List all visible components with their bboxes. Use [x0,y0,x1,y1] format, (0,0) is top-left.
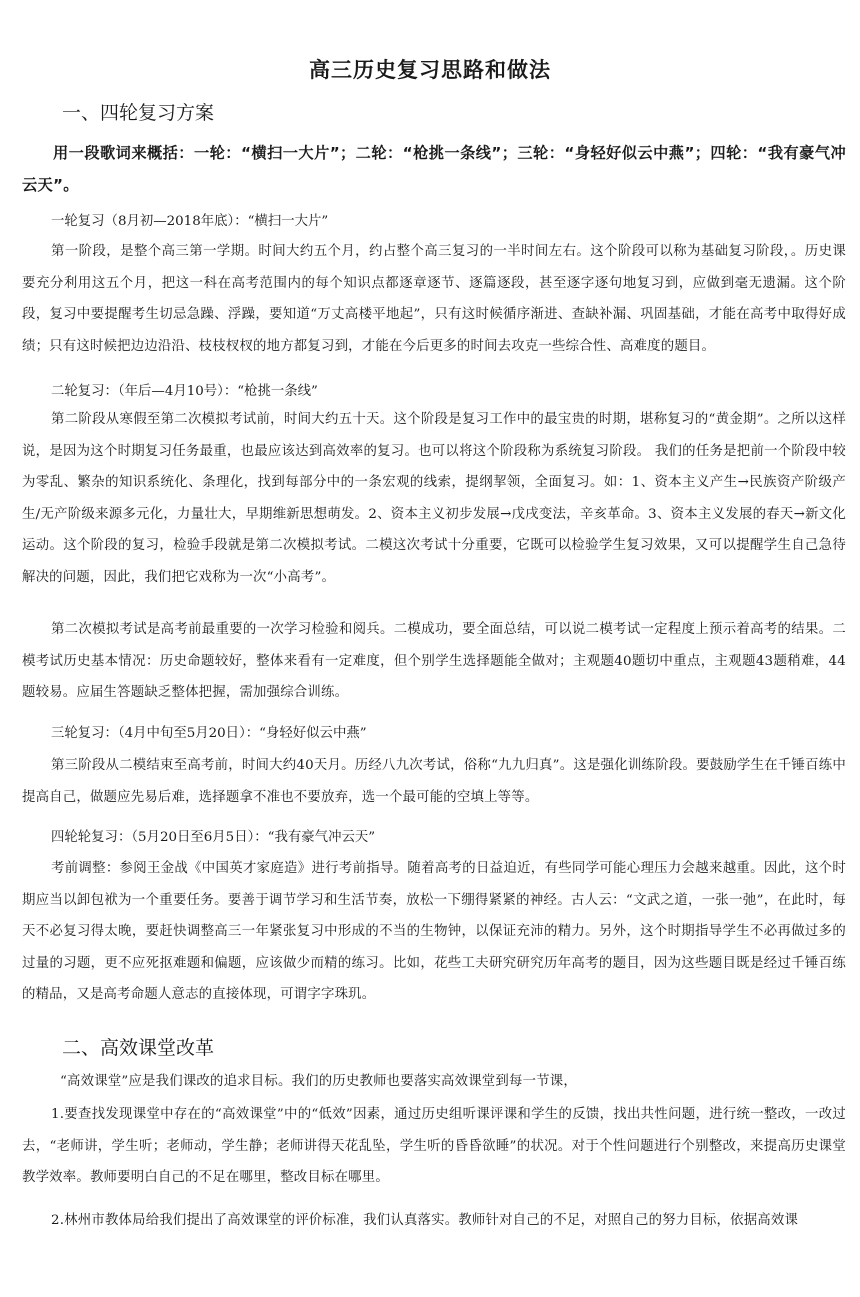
section2-item-2: 2.林州市教体局给我们提出了高效课堂的评价标准，我们认真落实。教师针对自己的不足，对照自己的努力目标，依据高效课 [51,1213,799,1228]
round4-heading: 四轮轮复习：（5月20日至6月5日）：“我有豪气冲云天” [51,830,376,845]
round2-heading: 二轮复习：（年后—4月10号）：“枪挑一条线” [51,384,318,399]
round1-paragraph: 第一阶段，是整个高三第一学期。时间大约五个月，约占整个高三复习的一半时间左右。这个阶段可以称为基础复习阶段，。历史课要充分利用这五个月，把这一科在高考范围内的每个知识点都逐章逐节、逐篇逐段，甚至逐字逐句地复习到，应做到毫无遗漏。这个阶段，复习中要提醒考生切忌急躁、浮躁，要知道“万丈高楼平地起”，只有这时候循序渐进、查缺补漏、巩固基础，才能在高考中取得好成绩；只有这时候把边边沿沿、枝枝杈杈的地方都复习到，才能在今后更多的时间去攻克一些综合性、高难度的题目。 [22,244,846,354]
section-heading-1: 一、四轮复习方案 [62,102,215,124]
section-heading-2: 二、高效课堂改革 [62,1037,215,1059]
round3-heading: 三轮复习：（4月中旬至5月20日）：“身轻好似云中燕” [51,726,367,741]
round2-paragraph-2: 第二次模拟考试是高考前最重要的一次学习检验和阅兵。二模成功，要全面总结，可以说二模考试一定程度上预示着高考的结果。二模考试历史基本情况：历史命题较好，整体来看有一定难度，但个别学生选择题能全做对；主观题40题切中重点，主观题43题稍难，44题较易。应届生答题缺乏整体把握，需加强综合训练。 [22,622,846,701]
round3-paragraph: 第三阶段从二模结束至高考前，时间大约40天月。历经八九次考试，俗称“九九归真”。这是强化训练阶段。要鼓励学生在千锤百练中提高自己，做题应先易后难，选择题拿不准也不要放弃，选一个最可能的空填上等等。 [22,758,846,805]
document-title: 高三历史复习思路和做法 [309,58,551,82]
section2-intro: “高效课堂”应是我们课改的追求目标。我们的历史教师也要落实高效课堂到每一节课， [60,1074,577,1089]
round4-paragraph: 考前调整：参阅王金战《中国英才家庭造》进行考前指导。随着高考的日益迫近，有些同学可能心理压力会越来越重。因此，这个时期应当以卸包袱为一个重要任务。要善于调节学习和生活节奏，放松一下绷得紧紧的神经。古人云：“文武之道，一张一弛”，在此时，每天不必复习得太晚，要赶快调整高三一年紧张复习中形成的不当的生物钟，以保证充沛的精力。另外，这个时期指导学生不必再做过多的过量的习题，更不应死抠难题和偏题，应该做少而精的练习。比如，花些工夫研究研究历年高考的题目，因为这些题目既是经过千锤百练的精品，又是高考命题人意志的直接体现，可谓字字珠玑。 [22,861,846,1003]
section2-item-1: 1.要查找发现课堂中存在的“高效课堂”中的“低效”因素，通过历史组听课评课和学生的反馈，找出共性问题，进行统一整改，一改过去，“老师讲，学生听；老师动，学生静；老师讲得天花乱坠，学生听的昏昏欲睡”的状况。对于个性问题进行个别整改，来提高历史课堂教学效率。教师要明白自己的不足在哪里，整改目标在哪里。 [22,1107,846,1186]
round2-paragraph: 第二阶段从寒假至第二次模拟考试前，时间大约五十天。这个阶段是复习工作中的最宝贵的时期，堪称复习的“黄金期”。之所以这样说，是因为这个时期复习任务最重，也最应该达到高效率的复习。也可以将这个阶段称为系统复习阶段。 我们的任务是把前一个阶段中较为零乱、繁杂的知识系统化、条理化，找到每部分中的一条宏观的线索，提纲挈领，全面复习。如：1、资本主义产生→民族资产阶级产生/无产阶级来源多元化，力量壮大，早期维新思想萌发。2、资本主义初步发展→戊戌变法，辛亥革命。3、资本主义发展的春天→新文化运动。这个阶段的复习，检验手段就是第二次模拟考试。二模这次考试十分重要，它既可以检验学生复习效果，又可以提醒学生自己急待解决的问题，因此，我们把它戏称为一次“小高考”。 [22,412,846,585]
round1-heading: 一轮复习（8月初—2018年底）：“横扫一大片” [51,214,329,229]
summary-paragraph: 用一段歌词来概括：一轮：“横扫一大片”；二轮：“枪挑一条线”；三轮：“身轻好似云中燕”；四轮：“我有豪气冲云天”。 [22,144,846,194]
